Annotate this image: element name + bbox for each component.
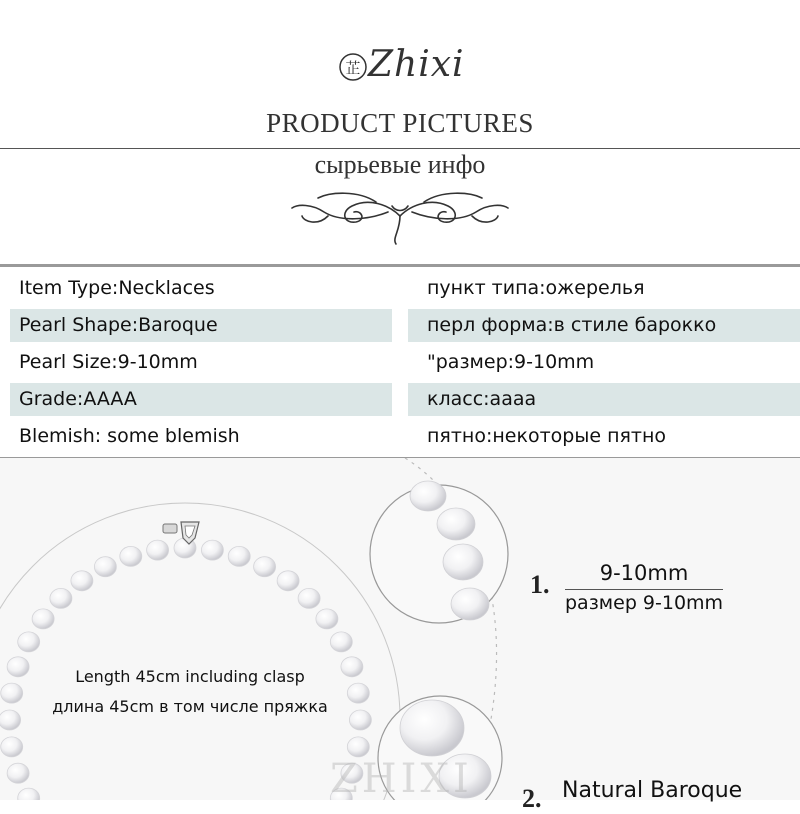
ornament-flourish (288, 186, 512, 246)
necklace-pearl (254, 557, 276, 577)
spec-row-pearl-size (0, 346, 800, 379)
spec-row-blemish (0, 420, 800, 453)
spec-row-item-type (0, 272, 800, 305)
spec-ru: пятно:некоторые пятно (427, 425, 667, 447)
necklace-pearl (1, 683, 23, 703)
detail-1-divider (565, 589, 723, 590)
spec-row-grade (0, 383, 800, 416)
spec-ru: класс:аааа (408, 383, 800, 416)
detail-2-number: 2. (522, 784, 542, 813)
brand-name: Zhixi (368, 44, 465, 85)
necklace-pearl (7, 657, 29, 677)
necklace-pearl (347, 683, 369, 703)
spec-en: Blemish: some blemish (19, 425, 240, 447)
necklace-pearl (316, 609, 338, 629)
necklace-pearl (0, 710, 21, 730)
detail-1-size-ru: размер 9-10mm (565, 592, 724, 614)
necklace-pearl (1, 737, 23, 757)
necklace-pearl (71, 571, 93, 591)
necklace-pearl (201, 540, 223, 560)
necklace-pearl (228, 546, 250, 566)
necklace-pearl (18, 788, 40, 800)
watermark: ZHIXI (330, 756, 473, 802)
necklace-pearl (347, 737, 369, 757)
necklace-pearl (18, 632, 40, 652)
necklace-pearl (120, 546, 142, 566)
product-photo-art (0, 458, 800, 800)
necklace-pearl (330, 632, 352, 652)
necklace-pearl (277, 571, 299, 591)
spec-ru: перл форма:в стиле барокко (408, 309, 800, 342)
spec-row-pearl-shape (0, 309, 800, 342)
detail-2-shape-en: Natural Baroque (562, 778, 743, 803)
zoom-detail-1 (370, 481, 508, 623)
necklace-pearl (147, 540, 169, 560)
necklace-pearl (298, 588, 320, 608)
necklace-pearl (94, 557, 116, 577)
brand-seal-icon (338, 52, 368, 82)
page-subtitle: сырьевые инфо (314, 150, 486, 179)
brand-logo (0, 40, 800, 100)
necklace-pearl (50, 588, 72, 608)
detail-1-number: 1. (530, 570, 550, 599)
spec-en: Item Type:Necklaces (19, 277, 215, 299)
length-caption-en: Length 45cm including clasp (75, 667, 305, 686)
length-caption-ru: длина 45cm в том числе пряжка (52, 697, 328, 716)
header-divider (0, 148, 800, 149)
page-title: PRODUCT PICTURES (266, 108, 534, 138)
spec-en: Pearl Size:9-10mm (19, 351, 198, 373)
spec-ru: пункт типа:ожерелья (427, 277, 645, 299)
detail-1-size-en: 9-10mm (599, 561, 689, 585)
spec-en: Pearl Shape:Baroque (10, 309, 392, 342)
svg-text:芷: 芷 (345, 59, 361, 77)
necklace-pearl (32, 609, 54, 629)
spec-ru: "размер:9-10mm (427, 351, 595, 373)
spec-table (0, 264, 800, 460)
necklace-pearl (7, 763, 29, 783)
spec-en: Grade:AAAA (10, 383, 392, 416)
necklace-pearl (349, 710, 371, 730)
